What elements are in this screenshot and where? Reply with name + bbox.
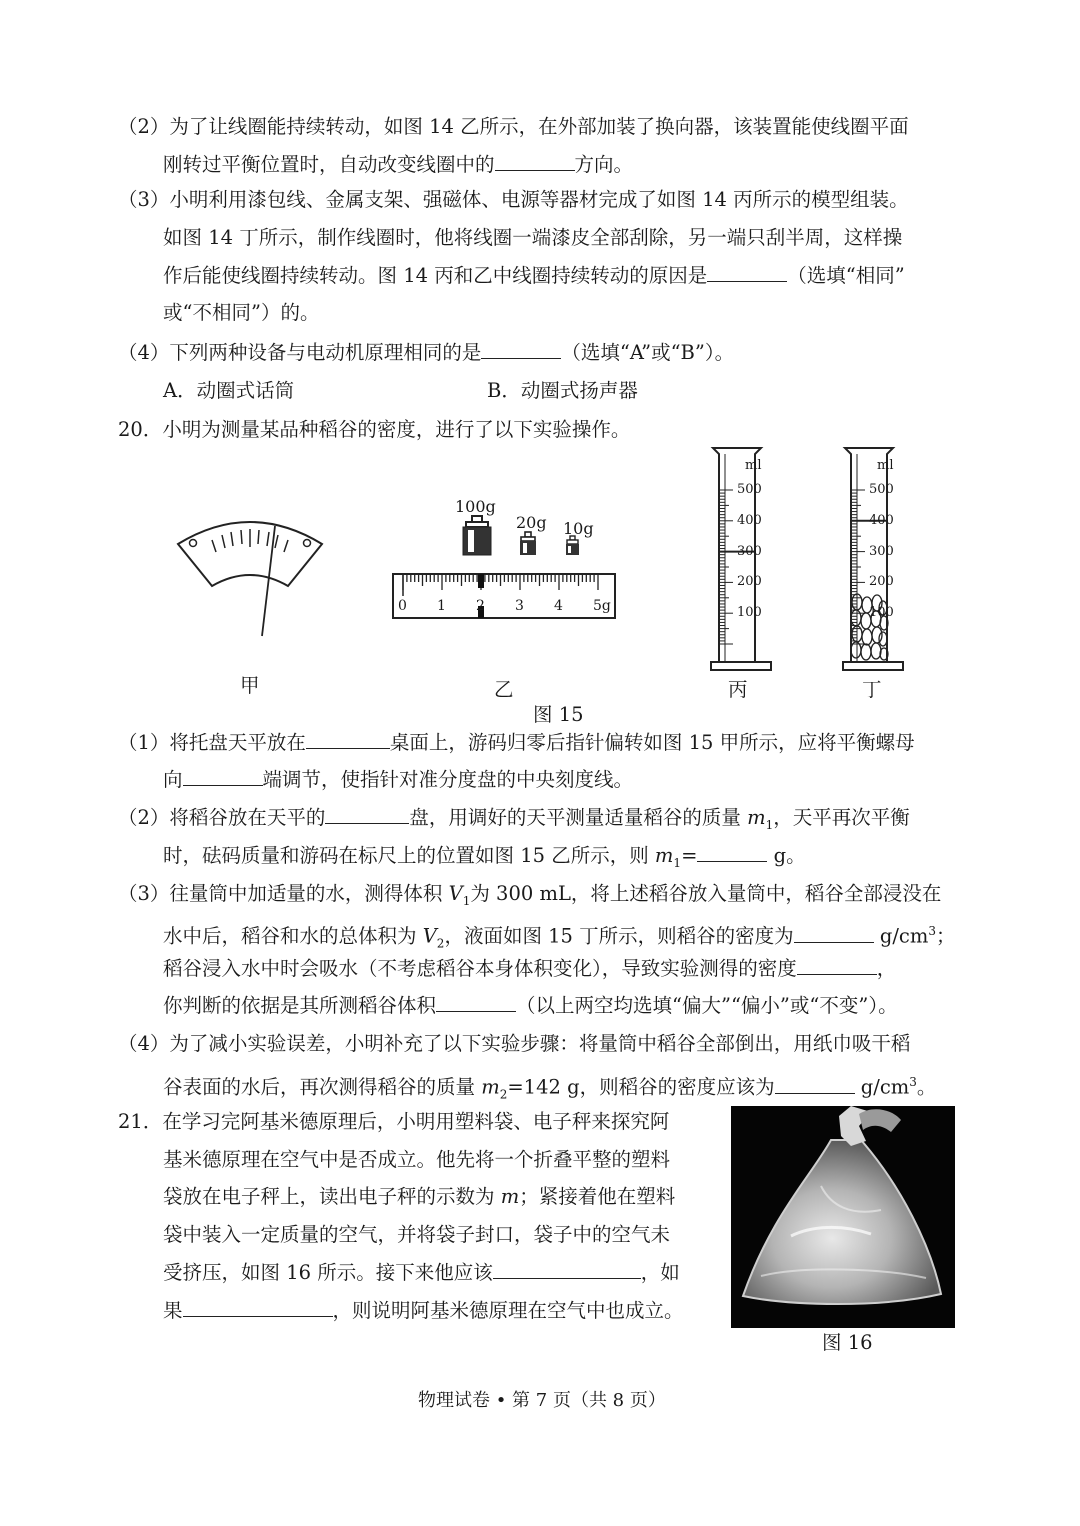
- scale-label: 3: [515, 598, 524, 614]
- text: ；: [935, 924, 956, 948]
- q21-line5: [163, 1260, 680, 1286]
- dial-pointer: [262, 526, 275, 636]
- text: ，天平再次平衡: [773, 806, 910, 829]
- subscript: 1: [673, 855, 682, 870]
- weight-100g: [463, 516, 491, 555]
- q21-line4: 袋中装入一定质量的空气，并将袋子封口，袋子中的空气未: [163, 1223, 671, 1246]
- cylinder-label: 400: [737, 512, 762, 528]
- weight-label-100g: 100g: [455, 497, 496, 516]
- figure-label-yi: 乙: [494, 678, 514, 701]
- answer-blank[interactable]: [325, 805, 409, 824]
- text: （4）下列两种设备与电动机原理相同的是: [118, 341, 482, 364]
- answer-blank[interactable]: [707, 263, 787, 282]
- q19-p3-line3: [163, 263, 905, 289]
- cylinder-label: 500: [869, 482, 894, 497]
- text: （选填“相同”: [787, 264, 905, 287]
- cylinder-label: 500: [737, 482, 762, 497]
- cylinder-label: ml: [877, 458, 894, 473]
- q20-p4-line1: （4）为了减小实验误差，小明补充了以下实验步骤：将量筒中稻谷全部倒出，用纸巾吸干稻: [118, 1032, 911, 1055]
- q19-p2-line1: （2）为了让线圈能持续转动，如图 14 乙所示，在外部加装了换向器，该装置能使线圈平面: [118, 115, 909, 138]
- text: 桌面上，游码归零后指针偏转如图 15 甲所示，应将平衡螺母: [389, 731, 915, 754]
- q20-p2-line2: [163, 843, 806, 876]
- text: ，则说明阿基米德原理在空气中也成立。: [332, 1299, 684, 1322]
- balance-dial-figure: [170, 500, 330, 640]
- scale-label: 4: [554, 598, 563, 614]
- q20-p3-line4: [163, 993, 898, 1019]
- symbol-m: m: [481, 1075, 500, 1099]
- answer-blank[interactable]: [436, 993, 516, 1012]
- subscript: 1: [765, 817, 774, 832]
- subscript: 2: [436, 936, 445, 951]
- text: ；紧接着他在塑料: [519, 1185, 676, 1208]
- q20-p1-line1: [118, 730, 915, 756]
- graduated-cylinders-figure: [705, 440, 915, 680]
- text: 刚转过平衡位置时，自动改变线圈中的: [163, 153, 495, 176]
- q20-p4-line2: [163, 1069, 936, 1107]
- text: 时，砝码质量和游码在标尺上的位置如图 15 乙所示，则: [163, 844, 655, 867]
- q19-p2-line2: [163, 152, 633, 178]
- q19-option-a: A．动圈式话筒: [163, 379, 295, 402]
- q20-p2-line1: [118, 805, 910, 838]
- answer-blank[interactable]: [775, 1075, 855, 1094]
- text: g/cm: [873, 924, 929, 948]
- dial-screw-left: [190, 540, 197, 547]
- answer-blank[interactable]: [306, 730, 390, 749]
- q19-option-b: B．动圈式扬声器: [487, 379, 638, 402]
- cylinder-label: 100: [737, 605, 762, 621]
- text: 方向。: [574, 153, 634, 176]
- text: g/cm: [854, 1075, 910, 1099]
- answer-blank[interactable]: [481, 340, 561, 359]
- text: 端调节，使指针对准分度盘的中央刻度线。: [262, 768, 634, 791]
- answer-blank[interactable]: [183, 1298, 333, 1317]
- page-footer: 物理试卷 • 第 7 页（共 8 页）: [418, 1390, 666, 1411]
- text: ，: [876, 957, 897, 980]
- answer-blank[interactable]: [495, 152, 575, 171]
- answer-blank[interactable]: [493, 1260, 641, 1279]
- q19-p3-line1: （3）小明利用漆包线、金属支架、强磁体、电源等器材完成了如图 14 丙所示的模型组装。: [118, 188, 909, 211]
- text: 为 300 mL，将上述稻谷放入量筒中，稻谷全部浸没在: [470, 882, 942, 905]
- superscript: 3: [909, 1075, 917, 1089]
- answer-blank[interactable]: [697, 843, 767, 862]
- symbol-m: m: [500, 1185, 520, 1208]
- cylinder-label: 300: [869, 543, 894, 559]
- scale-label: 2: [476, 598, 485, 614]
- dial-screw-right: [304, 540, 311, 547]
- q20-stem: 20．小明为测量某品种稻谷的密度，进行了以下实验操作。: [118, 418, 631, 441]
- q20-p1-line2: [163, 767, 633, 793]
- cylinder-label: ml: [745, 458, 762, 473]
- q19-p3-line2: 如图 14 丁所示，制作线圈时，他将线圈一端漆皮全部刮除，另一端只刮半周，这样操: [163, 226, 903, 249]
- q20-p3-line1: [118, 881, 941, 914]
- text: 你判断的依据是其所测稻谷体积: [163, 994, 437, 1017]
- scale-label: 5g: [593, 598, 611, 614]
- text: （1）将托盘天平放在: [118, 731, 306, 754]
- cylinder-label: 200: [869, 574, 894, 590]
- symbol-v: V: [422, 924, 437, 948]
- symbol-m: m: [654, 844, 674, 867]
- rider-scale-ticks: [403, 574, 598, 590]
- q19-p4-line1: [118, 340, 734, 366]
- text: ，液面如图 15 丁所示，则稻谷的密度为: [444, 924, 794, 948]
- figure-label-bing: 丙: [728, 678, 748, 701]
- text: 水中后，稻谷和水的总体积为: [163, 924, 423, 948]
- text: （以上两空均选填“偏大”“偏小”或“不变”）。: [516, 994, 898, 1017]
- answer-blank[interactable]: [797, 956, 877, 975]
- text: 稻谷浸入水中时会吸水（不考虑稻谷本身体积变化），导致实验测得的密度: [163, 957, 797, 980]
- plastic-bag-photo: [731, 1106, 955, 1328]
- weight-label-10g: 10g: [563, 519, 594, 538]
- q21-line3: [163, 1184, 675, 1210]
- cylinder-label: 100: [869, 605, 894, 621]
- text: （2）将稻谷放在天平的: [118, 806, 326, 829]
- cylinder-label: 300: [737, 543, 762, 559]
- dial-ticks: [212, 529, 288, 552]
- subscript: 1: [462, 893, 471, 908]
- symbol-v: V: [448, 882, 463, 905]
- figure-15-caption: 图 15: [533, 703, 584, 726]
- text: 果: [163, 1299, 183, 1322]
- text: 。: [916, 1075, 937, 1099]
- symbol-m: m: [747, 806, 766, 829]
- q20-p3-line3: [163, 956, 896, 982]
- text: （选填“A”或“B”）。: [561, 341, 735, 364]
- cylinder-label: 200: [737, 574, 762, 590]
- figure-16-caption: 图 16: [822, 1331, 873, 1354]
- cylinder-label: 400: [869, 512, 894, 528]
- text: 盘，用调好的天平测量适量稻谷的质量: [409, 806, 748, 829]
- answer-blank[interactable]: [183, 767, 263, 786]
- text: （3）往量筒中加适量的水，测得体积: [118, 882, 449, 905]
- text: 作后能使线圈持续转动。图 14 丙和乙中线圈持续转动的原因是: [163, 264, 708, 287]
- scale-label: 1: [437, 598, 446, 614]
- weight-label-20g: 20g: [516, 513, 547, 532]
- q20-p3-line2: [163, 918, 955, 956]
- answer-blank[interactable]: [794, 924, 874, 943]
- q21-line1: 21．在学习完阿基米德原理后，小明用塑料袋、电子秤来探究阿: [118, 1110, 670, 1133]
- figure-label-jia: 甲: [240, 674, 260, 697]
- weight-10g: [566, 536, 579, 555]
- text: 袋放在电子秤上，读出电子秤的示数为: [163, 1185, 501, 1208]
- scale-label: 0: [398, 598, 407, 614]
- text: ，如: [640, 1261, 680, 1284]
- balance-weights-scale-figure: [390, 512, 620, 622]
- subscript: 2: [499, 1087, 508, 1102]
- text: 谷表面的水后，再次测得稻谷的质量: [163, 1075, 482, 1099]
- text: =: [681, 844, 698, 867]
- rider-top: [478, 574, 484, 588]
- figure-label-ding: 丁: [862, 678, 882, 701]
- text: g。: [767, 844, 806, 867]
- q21-line2: 基米德原理在空气中是否成立。他先将一个折叠平整的塑料: [163, 1148, 671, 1171]
- superscript: 3: [928, 924, 936, 938]
- weight-20g: [520, 532, 536, 555]
- text: 受挤压，如图 16 所示。接下来他应该: [163, 1261, 493, 1284]
- text: =142 g，则稻谷的密度应该为: [507, 1075, 775, 1099]
- q21-line6: [163, 1298, 684, 1324]
- text: 向: [163, 768, 183, 791]
- q19-p3-line4: 或“不相同”）的。: [163, 301, 320, 324]
